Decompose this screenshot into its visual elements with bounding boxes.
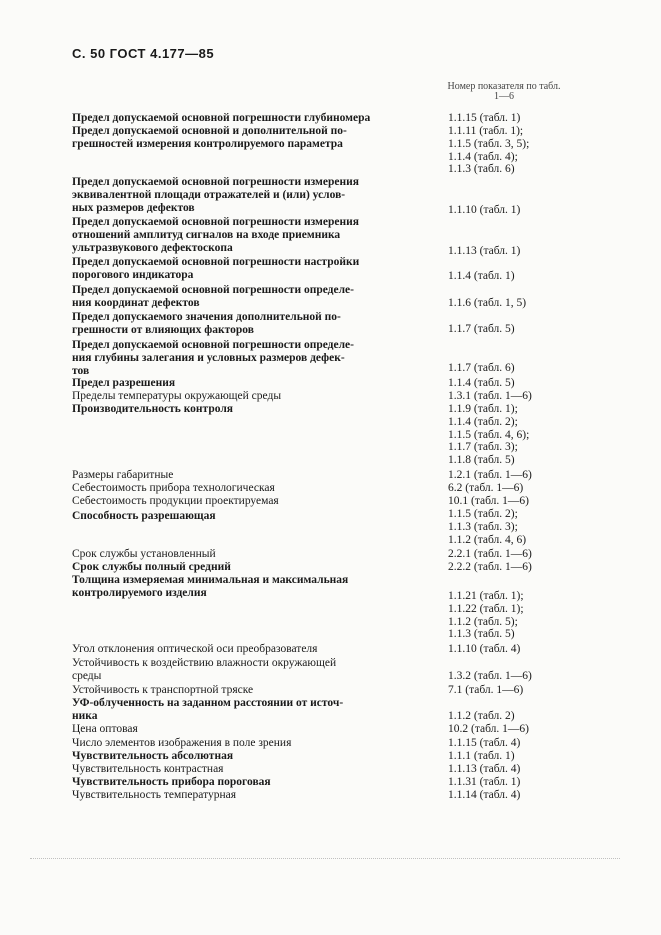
indicator-reference: 1.1.1 (табл. 1): [448, 750, 515, 762]
indicator-reference: 1.1.2 (табл. 2): [448, 710, 515, 722]
index-term: Себестоимость прибора технологическая: [72, 482, 275, 494]
index-term: Пределы температуры окружающей среды: [72, 390, 282, 402]
index-term: УФ-облученность на заданном расстоянии от источ- ника: [72, 697, 344, 722]
index-term: Чувствительность прибора пороговая: [72, 776, 271, 788]
index-term: Чувствительность температурная: [72, 789, 236, 801]
index-term: Число элементов изображения в поле зрения: [72, 737, 292, 749]
index-term: Предел допускаемой основной погрешности измерения отношений амплитуд сигналов на входе приемника ультразвукового дефектоскопа: [72, 216, 359, 254]
indicator-reference: 1.1.11 (табл. 1); 1.1.5 (табл. 3, 5); 1.1.4 (табл. 4); 1.1.3 (табл. 6): [448, 125, 530, 176]
index-term: Предел разрешения: [72, 377, 176, 389]
index-term: Чувствительность контрастная: [72, 763, 224, 775]
index-term: Размеры габаритные: [72, 469, 174, 481]
index-term: Предел допускаемого значения дополнительной по- грешности от влияющих факторов: [72, 311, 341, 336]
page-header: С. 50 ГОСТ 4.177—85: [72, 46, 215, 61]
indicator-reference: 1.1.15 (табл. 4): [448, 737, 521, 749]
indicator-reference: 2.2.1 (табл. 1—6): [448, 548, 532, 560]
indicator-reference: 6.2 (табл. 1—6): [448, 482, 524, 494]
indicator-reference: 1.1.10 (табл. 4): [448, 643, 521, 655]
indicator-reference: 1.1.4 (табл. 1): [448, 270, 515, 282]
indicator-reference: 1.1.10 (табл. 1): [448, 204, 521, 216]
indicator-reference: 7.1 (табл. 1—6): [448, 684, 524, 696]
index-term: Устойчивость к транспортной тряске: [72, 684, 254, 696]
index-term: Срок службы установленный: [72, 548, 216, 560]
index-term: Предел допускаемой основной погрешности измерения эквивалентной площади отражателей и (или) услов- ных размеров дефектов: [72, 176, 359, 214]
scan-artifact: [30, 858, 620, 861]
index-term: Предел допускаемой основной погрешности определе- ния координат дефектов: [72, 284, 354, 309]
indicator-reference: 10.2 (табл. 1—6): [448, 723, 529, 735]
indicator-reference: 1.1.5 (табл. 2); 1.1.3 (табл. 3); 1.1.2 (табл. 4, 6): [448, 508, 527, 546]
indicator-reference: 1.1.9 (табл. 1); 1.1.4 (табл. 2); 1.1.5 (табл. 4, 6); 1.1.7 (табл. 3); 1.1.8 (табл. 5): [448, 403, 530, 467]
indicator-reference: 1.1.4 (табл. 5): [448, 377, 515, 389]
index-term: Предел допускаемой основной погрешности настройки порогового индикатора: [72, 256, 360, 281]
indicator-reference: 1.1.13 (табл. 4): [448, 763, 521, 775]
index-term: Устойчивость к воздействию влажности окружающей среды: [72, 657, 337, 682]
indicator-reference: 2.2.2 (табл. 1—6): [448, 561, 532, 573]
index-term: Срок службы полный средний: [72, 561, 231, 573]
indicator-reference: 1.1.13 (табл. 1): [448, 245, 521, 257]
indicator-reference: 1.3.2 (табл. 1—6): [448, 670, 532, 682]
index-term: Чувствительность абсолютная: [72, 750, 234, 762]
indicator-reference: 1.1.7 (табл. 6): [448, 362, 515, 374]
index-term: Производительность контроля: [72, 403, 234, 415]
indicator-reference: 1.3.1 (табл. 1—6): [448, 390, 532, 402]
indicator-reference: 1.2.1 (табл. 1—6): [448, 469, 532, 481]
index-term: Толщина измеряемая минимальная и максимальная контролируемого изделия: [72, 574, 349, 599]
indicator-reference: 1.1.15 (табл. 1): [448, 112, 521, 124]
indicator-reference: 1.1.21 (табл. 1); 1.1.22 (табл. 1); 1.1.2 (табл. 5); 1.1.3 (табл. 5): [448, 590, 524, 641]
indicator-reference: 1.1.7 (табл. 5): [448, 323, 515, 335]
index-term: Предел допускаемой основной погрешности определе- ния глубины залегания и условных размеров дефек- тов: [72, 339, 354, 377]
index-term: Предел допускаемой основной и дополнительной по- грешностей измерения контролируемого параметра: [72, 125, 347, 150]
column-header: Номер показателя по табл. 1—6: [447, 81, 561, 102]
indicator-reference: 1.1.31 (табл. 1): [448, 776, 521, 788]
index-term: Способность разрешающая: [72, 510, 216, 522]
index-term: Угол отклонения оптической оси преобразователя: [72, 643, 318, 655]
index-term: Себестоимость продукции проектируемая: [72, 495, 279, 507]
indicator-reference: 1.1.14 (табл. 4): [448, 789, 521, 801]
indicator-reference: 10.1 (табл. 1—6): [448, 495, 529, 507]
index-term: Предел допускаемой основной погрешности глубиномера: [72, 112, 371, 124]
index-term: Цена оптовая: [72, 723, 138, 735]
indicator-reference: 1.1.6 (табл. 1, 5): [448, 297, 527, 309]
